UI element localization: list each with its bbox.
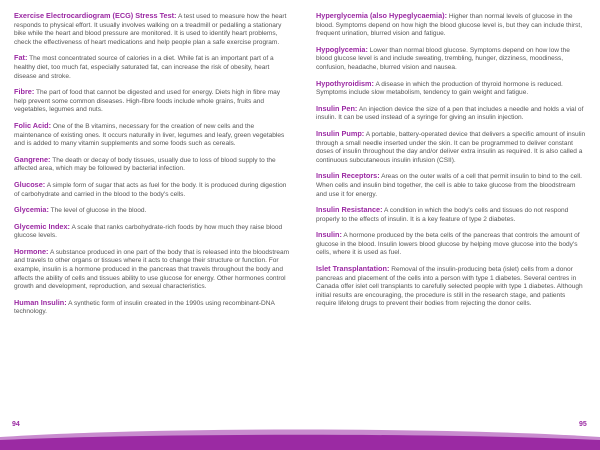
glossary-entry	[14, 181, 290, 199]
glossary-definition: A condition in which the body's cells and tissues do not respond properly to the effects of insulin. It is a key feature of type 2 diabetes.	[316, 207, 569, 223]
glossary-definition: The death or decay of body tissues, usually due to loss of blood supply to the affected area, which may be followed by bacterial infection.	[14, 156, 276, 173]
glossary-term: Insulin:	[316, 230, 342, 240]
glossary-entry	[316, 105, 586, 123]
glossary-entry	[14, 12, 290, 47]
glossary-term: Hyperglycemia (also Hypeglycaemia):	[316, 11, 447, 20]
glossary-term: Hypothyroidism:	[316, 78, 374, 88]
glossary-definition: One of the B vitamins, necessary for the creation of new cells and the maintenance of existing ones. It occurs naturally in liver, legumes and leafy, green vegetables and is added to many vitamin supplements and some foods such as cereals.	[14, 122, 285, 148]
glossary-term: Glycemic Index:	[14, 221, 70, 231]
footer-wave-dark	[0, 435, 600, 450]
glossary-term: Insulin Pump:	[316, 128, 365, 138]
glossary-term: Glycemia:	[14, 205, 49, 215]
glossary-definition: A simple form of sugar that acts as fuel for the body. It is produced during digestion of carbohydrate and carried in the blood to the body's cells.	[14, 181, 287, 198]
glossary-entry	[316, 130, 586, 165]
glossary-definition: A synthetic form of insulin created in the 1990s using recombinant-DNA technology.	[14, 299, 275, 316]
glossary-term: Islet Transplantation:	[316, 264, 390, 274]
glossary-term: Insulin Receptors:	[316, 171, 380, 181]
glossary-definition: A hormone produced by the beta cells of the pancreas that controls the amount of glucose in the blood. Insulin lowers blood glucose by helping move glucose into the body's cells, where it is used as fuel.	[316, 232, 580, 257]
glossary-definition: The most concentrated source of calories in a diet. While fat is an important part of a healthy diet, too much fat, especially saturated fat, can increase the risk of obesity, heart disease and stroke.	[14, 55, 274, 80]
glossary-definition: A scale that ranks carbohydrate-rich foods by how much they raise blood glucose levels.	[14, 223, 283, 240]
glossary-term: Gangrene:	[14, 154, 51, 164]
glossary-term: Hormone:	[14, 246, 49, 256]
glossary-term: Folic Acid:	[14, 120, 52, 130]
glossary-entry	[14, 54, 290, 81]
glossary-term: Hypoglycemia:	[316, 44, 368, 54]
glossary-term: Insulin Pen:	[316, 103, 358, 113]
glossary-entry	[14, 299, 290, 317]
glossary-term: Insulin Resistance:	[316, 205, 383, 215]
glossary-term: Human Insulin:	[14, 297, 67, 307]
glossary-definition: The level of glucose in the blood.	[50, 207, 147, 215]
glossary-entry	[316, 265, 586, 309]
glossary-definition: The part of food that cannot be digested and used for energy. Diets high in fibre may help prevent some common diseases. High-fibre foods include whole grains, fruits and vegetables, legumes and nuts.	[14, 89, 281, 114]
glossary-definition: A portable, battery-operated device that delivers a specific amount of insulin through a small needle inserted under the skin. It can be programmed to deliver constant doses of insulin throughout the day and/or deliver extra insulin as required. It is also called a continuous subcutaneous insulin infusion (CSII).	[316, 130, 586, 164]
decorative-footer-wave	[0, 427, 600, 450]
glossary-entry	[316, 46, 586, 73]
glossary-term: Exercise Electrocardiogram (ECG) Stress Test:	[14, 11, 177, 20]
glossary-entry	[316, 12, 586, 39]
glossary-term: Fat:	[14, 53, 28, 63]
glossary-term: Fibre:	[14, 87, 35, 97]
glossary-definition: Higher than normal levels of glucose in the blood. Symptoms depend on how high the blood glucose level is, but they can include thirst, frequent urination, blurred vision and fatigue.	[316, 13, 583, 38]
glossary-entry	[14, 122, 290, 149]
glossary-entry	[14, 156, 290, 174]
glossary-entry	[14, 88, 290, 115]
glossary-entry	[316, 172, 586, 199]
glossary-entry	[14, 223, 290, 241]
glossary-definition: A test used to measure how the heart responds to physical effort. It usually involves walking on a treadmill or pedalling a stationary bike while the heart and blood pressure are monitored. It is used to identify heart problems, check the effectiveness of heart medications and help people plan a safe exercise program.	[14, 13, 287, 46]
glossary-definition: Areas on the outer walls of a cell that permit insulin to bind to the cell. When cells and insulin bind together, the cell is able to take glucose from the bloodstream and use it for energy.	[316, 173, 583, 198]
glossary-entry	[14, 248, 290, 292]
page-number-left: 94	[12, 421, 20, 428]
glossary-definition: A substance produced in one part of the body that is released into the bloodstream and travels to other organs or tissues where it acts to change their structure or function. For example, insulin is a hormone produced in the pancreas that travels throughout the body and affects the ability of cells and tissues ability to use glucose for energy. Other hormones control growth and development, reproduction, and sexual characteristics.	[14, 248, 290, 291]
glossary-entry	[316, 231, 586, 258]
glossary-term: Glucose:	[14, 179, 46, 189]
glossary-definition: Removal of the insulin-producing beta (islet) cells from a donor pancreas and placement of the cells into a person with type 1 diabetes. Several centres in Canada offer islet cell transplants to carefully selected people with type 1 diabetes. Although initial results are encouraging, the procedure is still in the research stage, and patients require lifelong drugs to prevent their bodies from rejecting the donor cells.	[316, 266, 583, 308]
glossary-definition: A disease in which the production of thyroid hormone is reduced. Symptoms include slow metabolism, tendency to gain weight and fatigue.	[316, 80, 563, 97]
page-number-right: 95	[579, 421, 587, 428]
glossary-entry	[316, 206, 586, 224]
glossary-definition: An injection device the size of a pen that includes a needle and holds a vial of insulin. It can be used instead of a syringe for giving an insulin injection.	[316, 105, 584, 122]
glossary-entry	[316, 80, 586, 98]
glossary-definition: Lower than normal blood glucose. Symptoms depend on how low the blood glucose level is and include sweating, trembling, hunger, dizziness, moodiness, confusion, headache, blurred vision and nausea.	[316, 46, 570, 71]
glossary-entry	[14, 206, 290, 216]
right-page	[300, 0, 600, 450]
